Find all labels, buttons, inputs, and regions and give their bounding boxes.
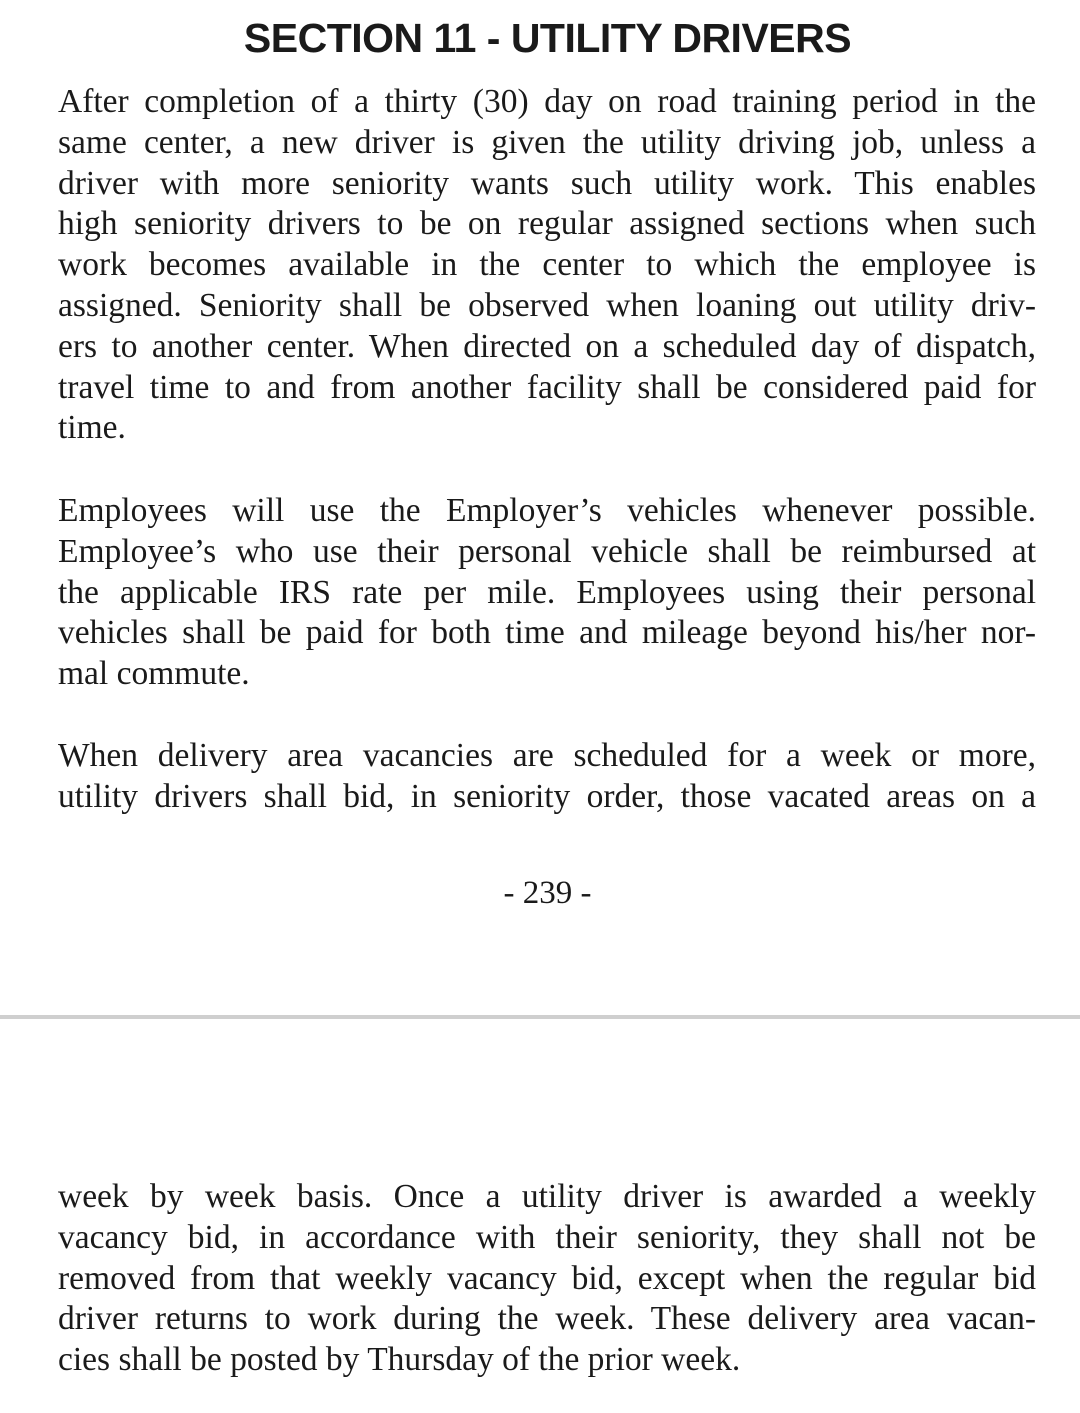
text-line: high seniority drivers to be on regular assigned sections when such <box>58 205 1036 243</box>
text-line: Employees will use the Employer’s vehicles whenever possible. <box>58 492 1036 529</box>
text-line: When delivery area vacancies are scheduled for a week or more, <box>58 737 1036 774</box>
paragraph-vehicles <box>58 491 1036 695</box>
text-line: time. <box>58 409 126 447</box>
text-line: utility drivers shall bid, in seniority order, those vacated areas on a <box>58 777 1036 815</box>
text-line: week by week basis. Once a utility driver is awarded a weekly <box>58 1178 1036 1215</box>
paragraph-weekly-bid <box>58 1177 1036 1381</box>
text-line: mal commute. <box>58 655 250 693</box>
text-line: After completion of a thirty (30) day on road training period in the <box>58 83 1036 120</box>
paragraph-training-period <box>58 82 1036 449</box>
page-divider <box>0 1015 1080 1019</box>
text-line: vehicles shall be paid for both time and mileage beyond his/her nor- <box>58 614 1036 652</box>
text-line: driver returns to work during the week. These delivery area vacan- <box>58 1300 1036 1338</box>
paragraph-vacancies <box>58 736 1036 818</box>
page-number: - 239 - <box>503 875 592 911</box>
text-line: Employee’s who use their personal vehicle shall be reimbursed at <box>58 532 1036 570</box>
text-line: same center, a new driver is given the utility driving job, unless a <box>58 123 1036 161</box>
text-line: removed from that weekly vacancy bid, except when the regular bid <box>58 1259 1036 1297</box>
text-line: cies shall be posted by Thursday of the prior week. <box>58 1341 741 1379</box>
text-line: ers to another center. When directed on a scheduled day of dispatch, <box>58 327 1036 365</box>
text-line: assigned. Seniority shall be observed when loaning out utility driv- <box>58 286 1036 324</box>
text-line: work becomes available in the center to which the employee is <box>58 246 1036 284</box>
text-line: the applicable IRS rate per mile. Employees using their personal <box>58 573 1036 611</box>
text-line: vacancy bid, in accordance with their seniority, they shall not be <box>58 1218 1036 1256</box>
text-line: driver with more seniority wants such utility work. This enables <box>58 164 1036 202</box>
section-heading: SECTION 11 - UTILITY DRIVERS <box>243 15 852 61</box>
text-line: travel time to and from another facility shall be considered paid for <box>58 368 1036 406</box>
